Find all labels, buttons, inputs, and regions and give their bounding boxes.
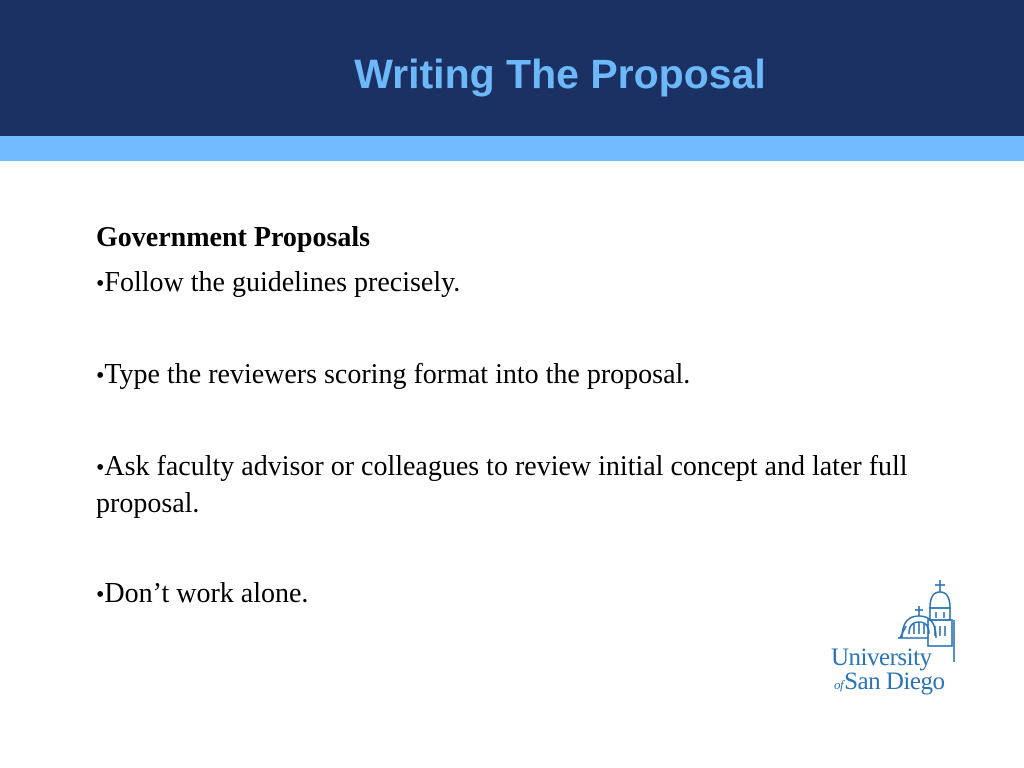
bullet-item bbox=[96, 576, 936, 613]
bullet-icon: • bbox=[96, 271, 105, 297]
bullet-text: Ask faculty advisor or colleagues to review initial concept and later full proposal. bbox=[96, 451, 908, 519]
logo-wordmark-name: San Diego bbox=[844, 668, 945, 695]
logo-wordmark-line1: University bbox=[831, 644, 932, 671]
slide-title: Writing The Proposal bbox=[354, 51, 766, 97]
section-heading: Government Proposals bbox=[96, 222, 371, 253]
bullet-text: Follow the guidelines precisely. bbox=[104, 267, 461, 298]
title-accent-stripe bbox=[0, 136, 1024, 161]
bullet-icon: • bbox=[96, 455, 105, 481]
logo-wordmark-of: of bbox=[834, 677, 844, 692]
bullet-icon: • bbox=[96, 582, 105, 608]
bullet-icon: • bbox=[96, 363, 105, 389]
slide-body bbox=[96, 220, 936, 613]
bullet-item bbox=[96, 357, 936, 394]
bullet-item bbox=[96, 265, 936, 302]
bullet-text: Don’t work alone. bbox=[104, 578, 309, 609]
bullet-text: Type the reviewers scoring format into the proposal. bbox=[104, 359, 691, 390]
bullet-item bbox=[96, 449, 936, 521]
logo-wordmark-line2 bbox=[834, 669, 944, 698]
